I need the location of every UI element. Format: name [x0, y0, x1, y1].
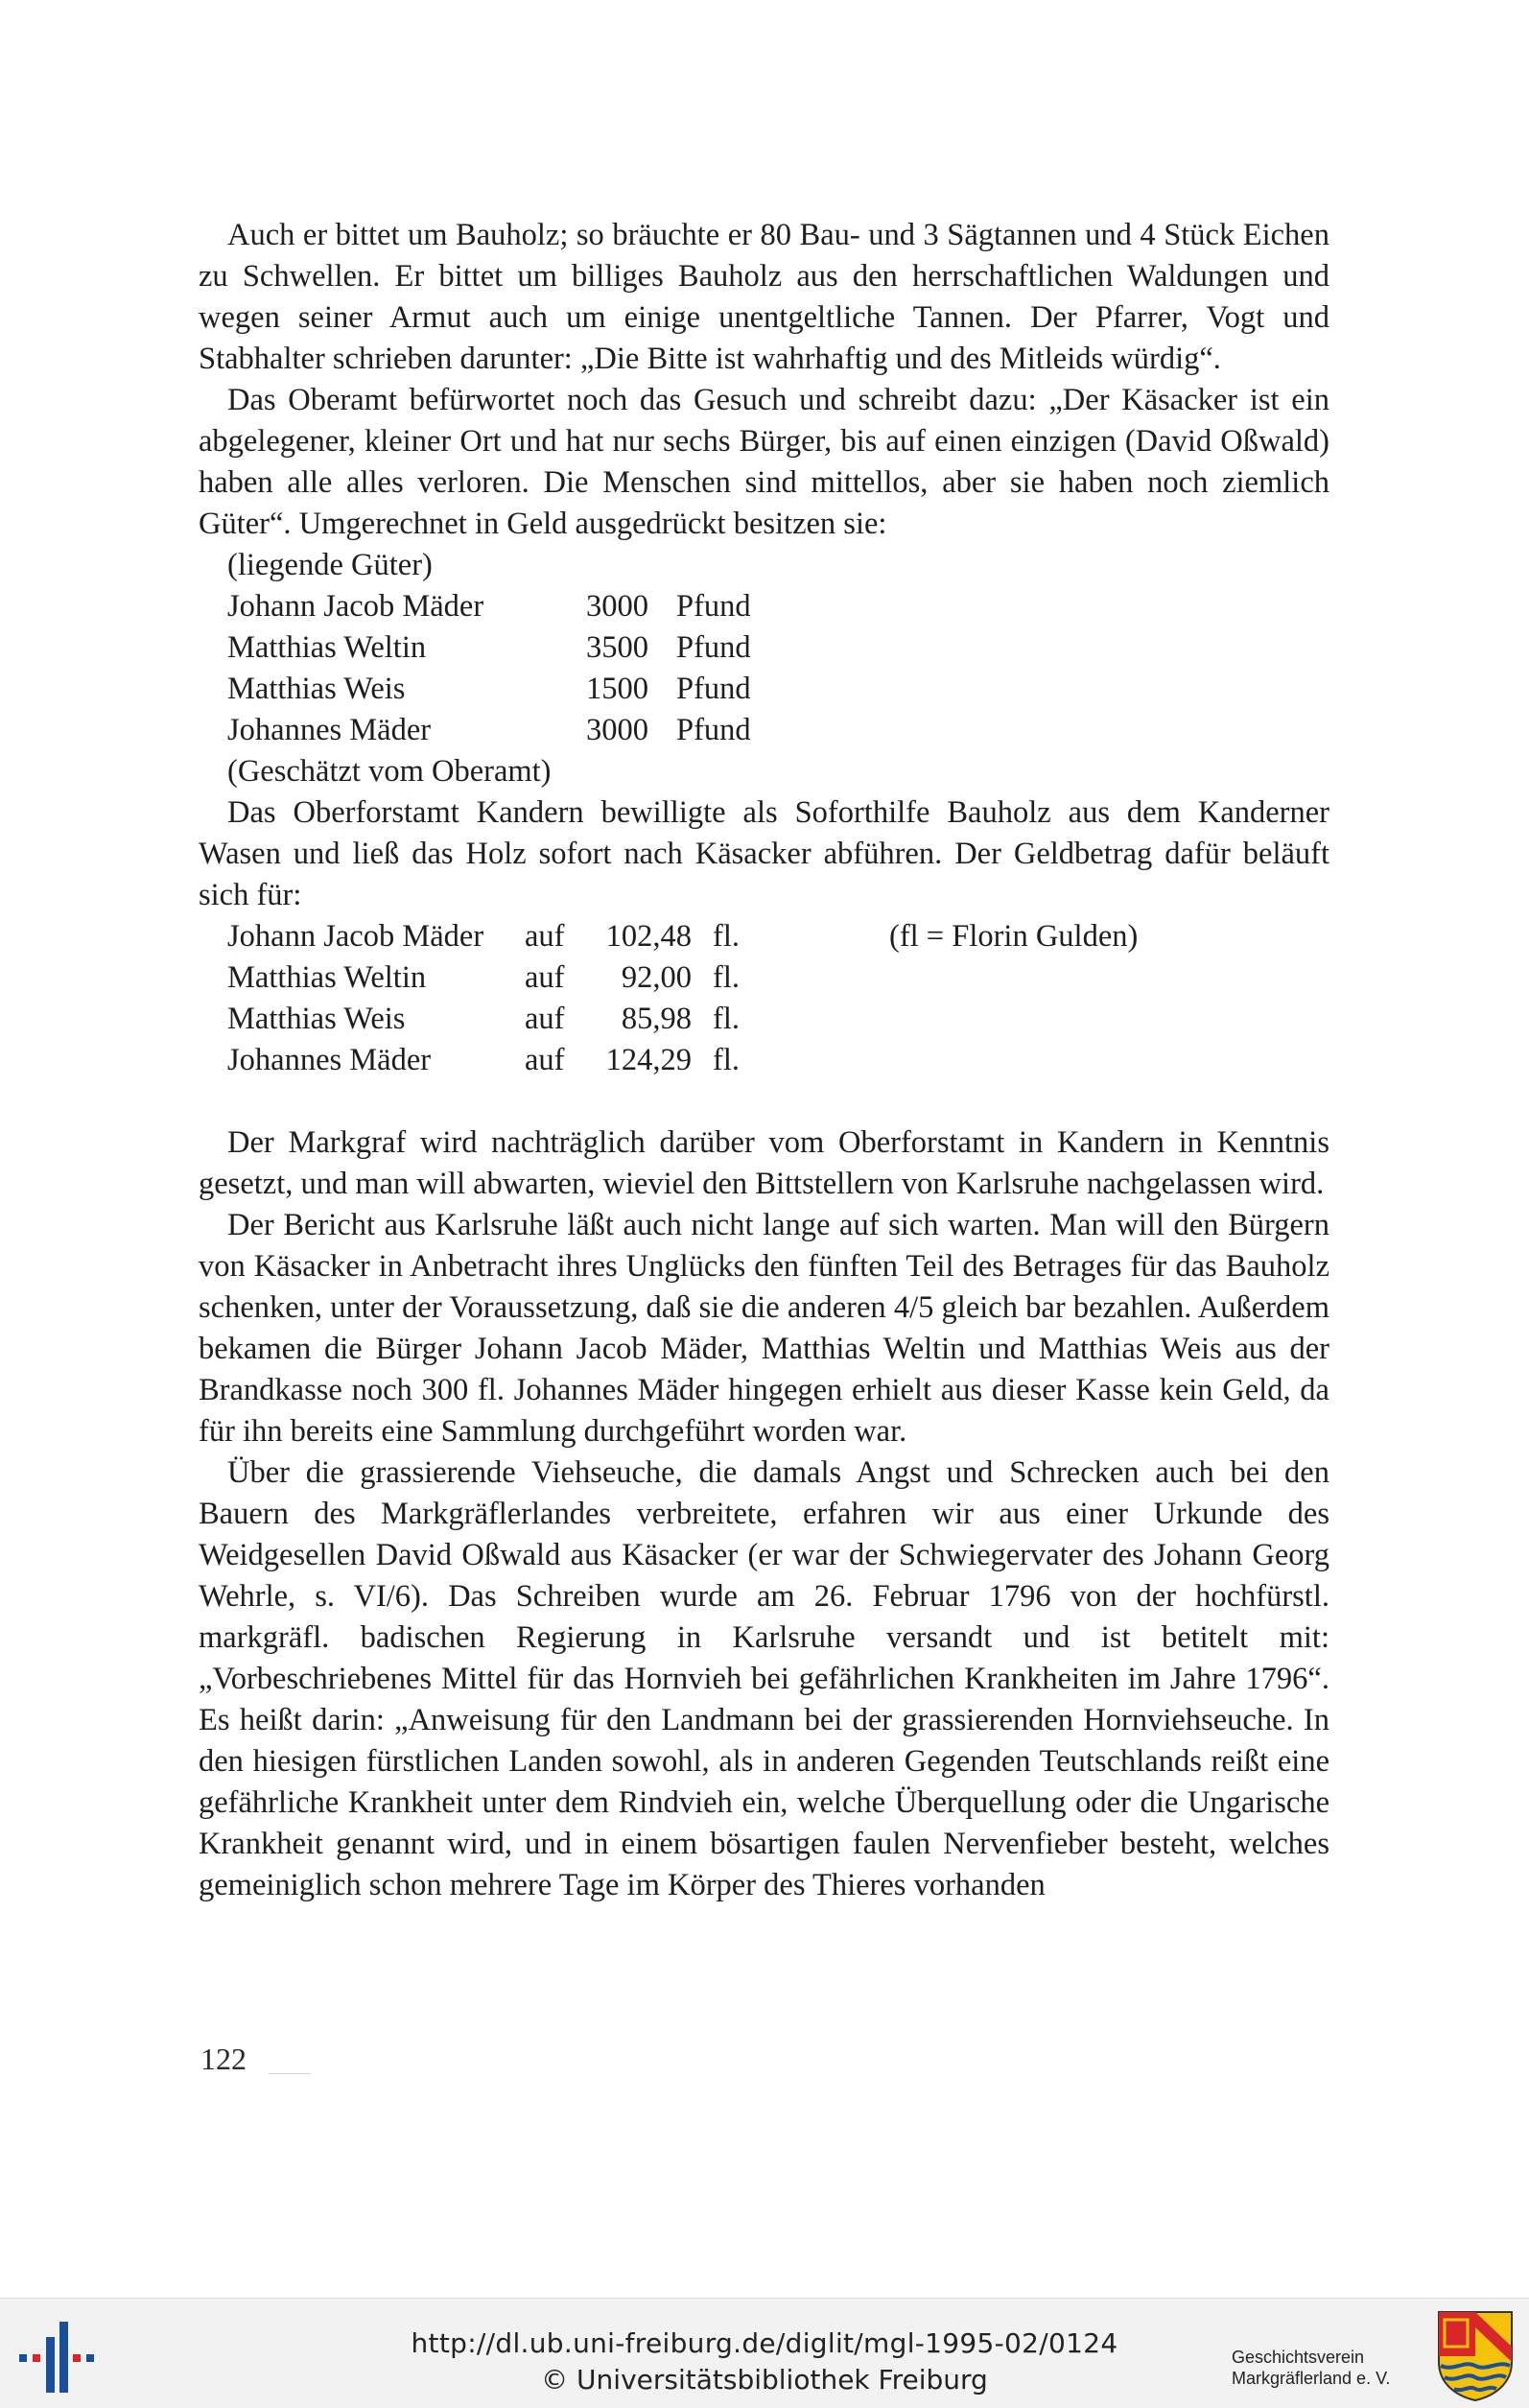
list1-outro: (Geschätzt vom Oberamt): [227, 754, 552, 789]
auf-label: auf: [525, 1043, 565, 1077]
publisher-name: [1232, 2347, 1390, 2389]
amount: 3000: [586, 713, 648, 747]
person-name: Johannes Mäder: [227, 1043, 432, 1077]
body-text: [199, 215, 1329, 1906]
auf-label: auf: [525, 960, 565, 995]
paragraph-1: Auch er bittet um Bauholz; so bräuchte er 80 Bau- und 3 Sägtannen und 4 Stück Eichen zu Schwellen. Er bittet um billiges Bauholz aus den herrschaftlichen Waldungen und wegen seiner Armut auch um einige unentgeltliche Tannen. Der Pfarrer, Vogt und Stabhalter schrieben darunter: „Die Bitte ist wahrhaftig und des Mitleids würdig“.: [199, 218, 1329, 376]
person-name: Matthias Weltin: [227, 960, 427, 995]
person-name: Matthias Weis: [227, 1002, 406, 1036]
document-url-link[interactable]: http://dl.ub.uni-freiburg.de/diglit/mgl-1995-02/0124: [411, 2327, 1118, 2359]
paragraph-4: Der Markgraf wird nachträglich darüber vom Oberforstamt in Kandern in Kenntnis gesetzt, und man will abwarten, wieviel den Bittstellern von Karlsruhe nachgelassen wird.: [199, 1125, 1329, 1201]
footer-bar: [0, 2298, 1529, 2408]
paragraph-gap: [199, 1081, 1329, 1122]
amount: 3000: [586, 589, 648, 624]
person-name: Matthias Weis: [227, 672, 406, 706]
paragraph-6: Über die grassierende Viehseuche, die damals Angst und Schrecken auch bei den Bauern des Markgräflerlandes verbreitete, erfahren wir aus einer Urkunde des Weidgesellen David Oßwald aus Käsacker (er war der Schwiegervater des Johann Georg Wehrle, s. VI/6). Das Schreiben wurde am 26. Februar 1796 von der hochfürstl. markgräfl. badischen Regierung in Karlsruhe versandt und ist betitelt mit: „Vorbeschriebenes Mittel für das Hornvieh bei gefährlichen Krankheiten im Jahre 1796“. Es heißt darin: „Anweisung für den Landmann bei der grassierenden Hornviehseuche. In den hiesigen fürstlichen Landen sowohl, als in anderen Gegenden Teutschlands reißt eine gefährliche Krankheit unter dem Rindvieh ein, welche Überquellung oder die Ungarische Krankheit genannt wird, und in einem bösartigen faulen Nervenfieber besteht, welches gemeiniglich schon mehrere Tage im Körper des Thieres vorhanden: [199, 1455, 1329, 1902]
amount: 92,00: [621, 960, 692, 995]
table-row: [227, 957, 1138, 999]
table-row: [227, 916, 1138, 957]
table-row: [227, 710, 751, 751]
unit: fl.: [713, 1043, 740, 1077]
person-name: Johann Jacob Mäder: [227, 589, 484, 624]
unit: fl.: [713, 1002, 740, 1036]
amount: 124,29: [605, 1043, 692, 1077]
list1-intro: (liegende Güter): [227, 548, 433, 582]
person-name: Johann Jacob Mäder: [227, 919, 484, 954]
publisher-line-1: Geschichtsverein: [1232, 2348, 1365, 2367]
amount: 102,48: [605, 919, 692, 954]
auf-label: auf: [525, 919, 565, 954]
unit: Pfund: [676, 713, 751, 747]
unit: Pfund: [676, 672, 751, 706]
amount: 3500: [586, 630, 648, 665]
table-row: [227, 669, 751, 710]
table-row: [227, 627, 751, 669]
table-row: [227, 1040, 1138, 1081]
payment-list: [227, 916, 1138, 1081]
paragraph-2: Das Oberamt befürwortet noch das Gesuch und schreibt dazu: „Der Käsacker ist ein abgelegener, kleiner Ort und hat nur sechs Bürger, bis auf einen einzigen (David Oßwald) haben alle alles verloren. Die Menschen sind mittellos, aber sie haben noch ziemlich Güter“. Umgerechnet in Geld ausgedrückt besitzen sie:: [199, 383, 1329, 541]
publisher-line-2: Markgräflerland e. V.: [1232, 2369, 1391, 2388]
table-row: [227, 586, 751, 627]
unit: Pfund: [676, 630, 751, 665]
person-name: Matthias Weltin: [227, 630, 427, 665]
copyright-text: © Universitätsbibliothek Freiburg: [541, 2364, 988, 2396]
paragraph-5: Der Bericht aus Karlsruhe läßt auch nicht lange auf sich warten. Man will den Bürgern von Käsacker in Anbetracht ihres Unglücks den fünften Teil des Betrages für das Bauholz schenken, unter der Voraussetzung, daß sie die anderen 4/5 gleich bar bezahlen. Außerdem bekamen die Bürger Johann Jacob Mäder, Matthias Weltin und Matthias Weis aus der Brandkasse noch 300 fl. Johannes Mäder hingegen erhielt aus dieser Kasse kein Geld, da für ihn bereits eine Sammlung durchgeführt worden war.: [199, 1208, 1329, 1449]
paragraph-3: Das Oberforstamt Kandern bewilligte als Soforthilfe Bauholz aus dem Kanderner Wasen und ließ das Holz sofort nach Käsacker abführen. Der Geldbetrag dafür beläuft sich für:: [199, 795, 1329, 912]
unit: fl.: [713, 960, 740, 995]
table-row: [227, 999, 1138, 1040]
property-list: [227, 586, 751, 751]
page-number: 122: [200, 2042, 247, 2076]
coat-of-arms-icon[interactable]: [1435, 2308, 1516, 2402]
currency-note: (fl = Florin Gulden): [889, 919, 1139, 954]
page-number-rule: [269, 2073, 311, 2074]
auf-label: auf: [525, 1002, 565, 1036]
unit: Pfund: [676, 589, 751, 624]
amount: 1500: [586, 672, 648, 706]
unit: fl.: [713, 919, 740, 954]
amount: 85,98: [621, 1002, 692, 1036]
person-name: Johannes Mäder: [227, 713, 432, 747]
